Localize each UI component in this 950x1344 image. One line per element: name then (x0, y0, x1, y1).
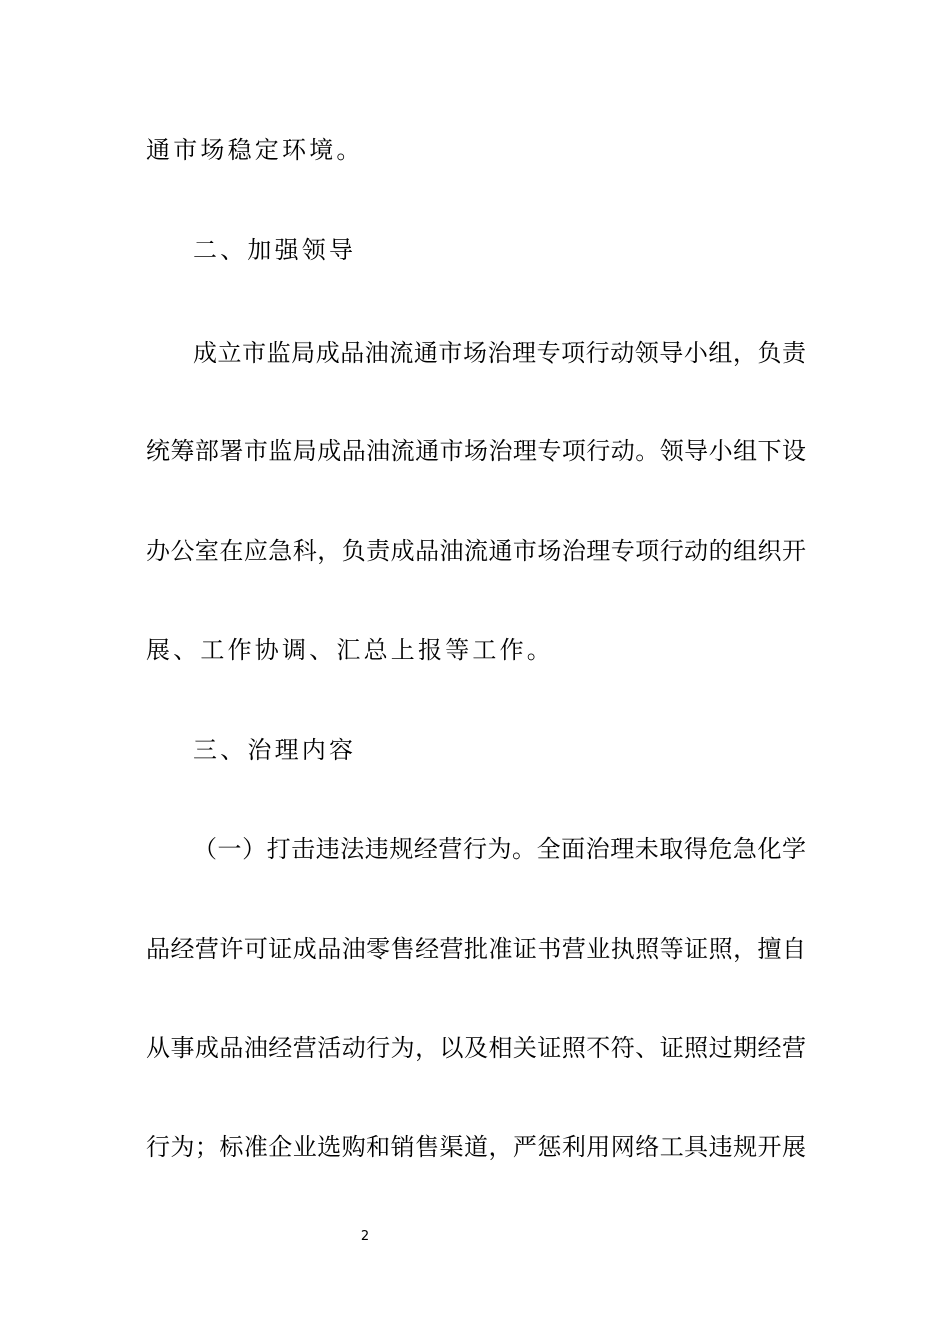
paragraph-line-5: 办公室在应急科，负责成品油流通市场治理专项行动的组织开 (146, 537, 806, 565)
paragraph-line-1: 通市场稳定环境。 (146, 136, 364, 164)
paragraph-line-4: 统筹部署市监局成品油流通市场治理专项行动。领导小组下设 (146, 437, 806, 465)
section-heading-content: 三、治理内容 (193, 736, 357, 764)
paragraph-line-8: （一）打击违法违规经营行为。全面治理未取得危急化学 (193, 835, 806, 863)
paragraph-line-10: 从事成品油经营活动行为，以及相关证照不符、证照过期经营 (146, 1034, 806, 1062)
paragraph-line-9: 品经营许可证成品油零售经营批准证书营业执照等证照，擅自 (146, 935, 806, 963)
paragraph-line-6: 展、工作协调、汇总上报等工作。 (146, 636, 554, 664)
paragraph-line-3: 成立市监局成品油流通市场治理专项行动领导小组，负责 (193, 339, 806, 367)
page-number: 2 (360, 1229, 370, 1244)
paragraph-line-11: 行为；标准企业选购和销售渠道，严惩利用网络工具违规开展 (146, 1133, 806, 1161)
section-heading-leadership: 二、加强领导 (193, 236, 357, 264)
